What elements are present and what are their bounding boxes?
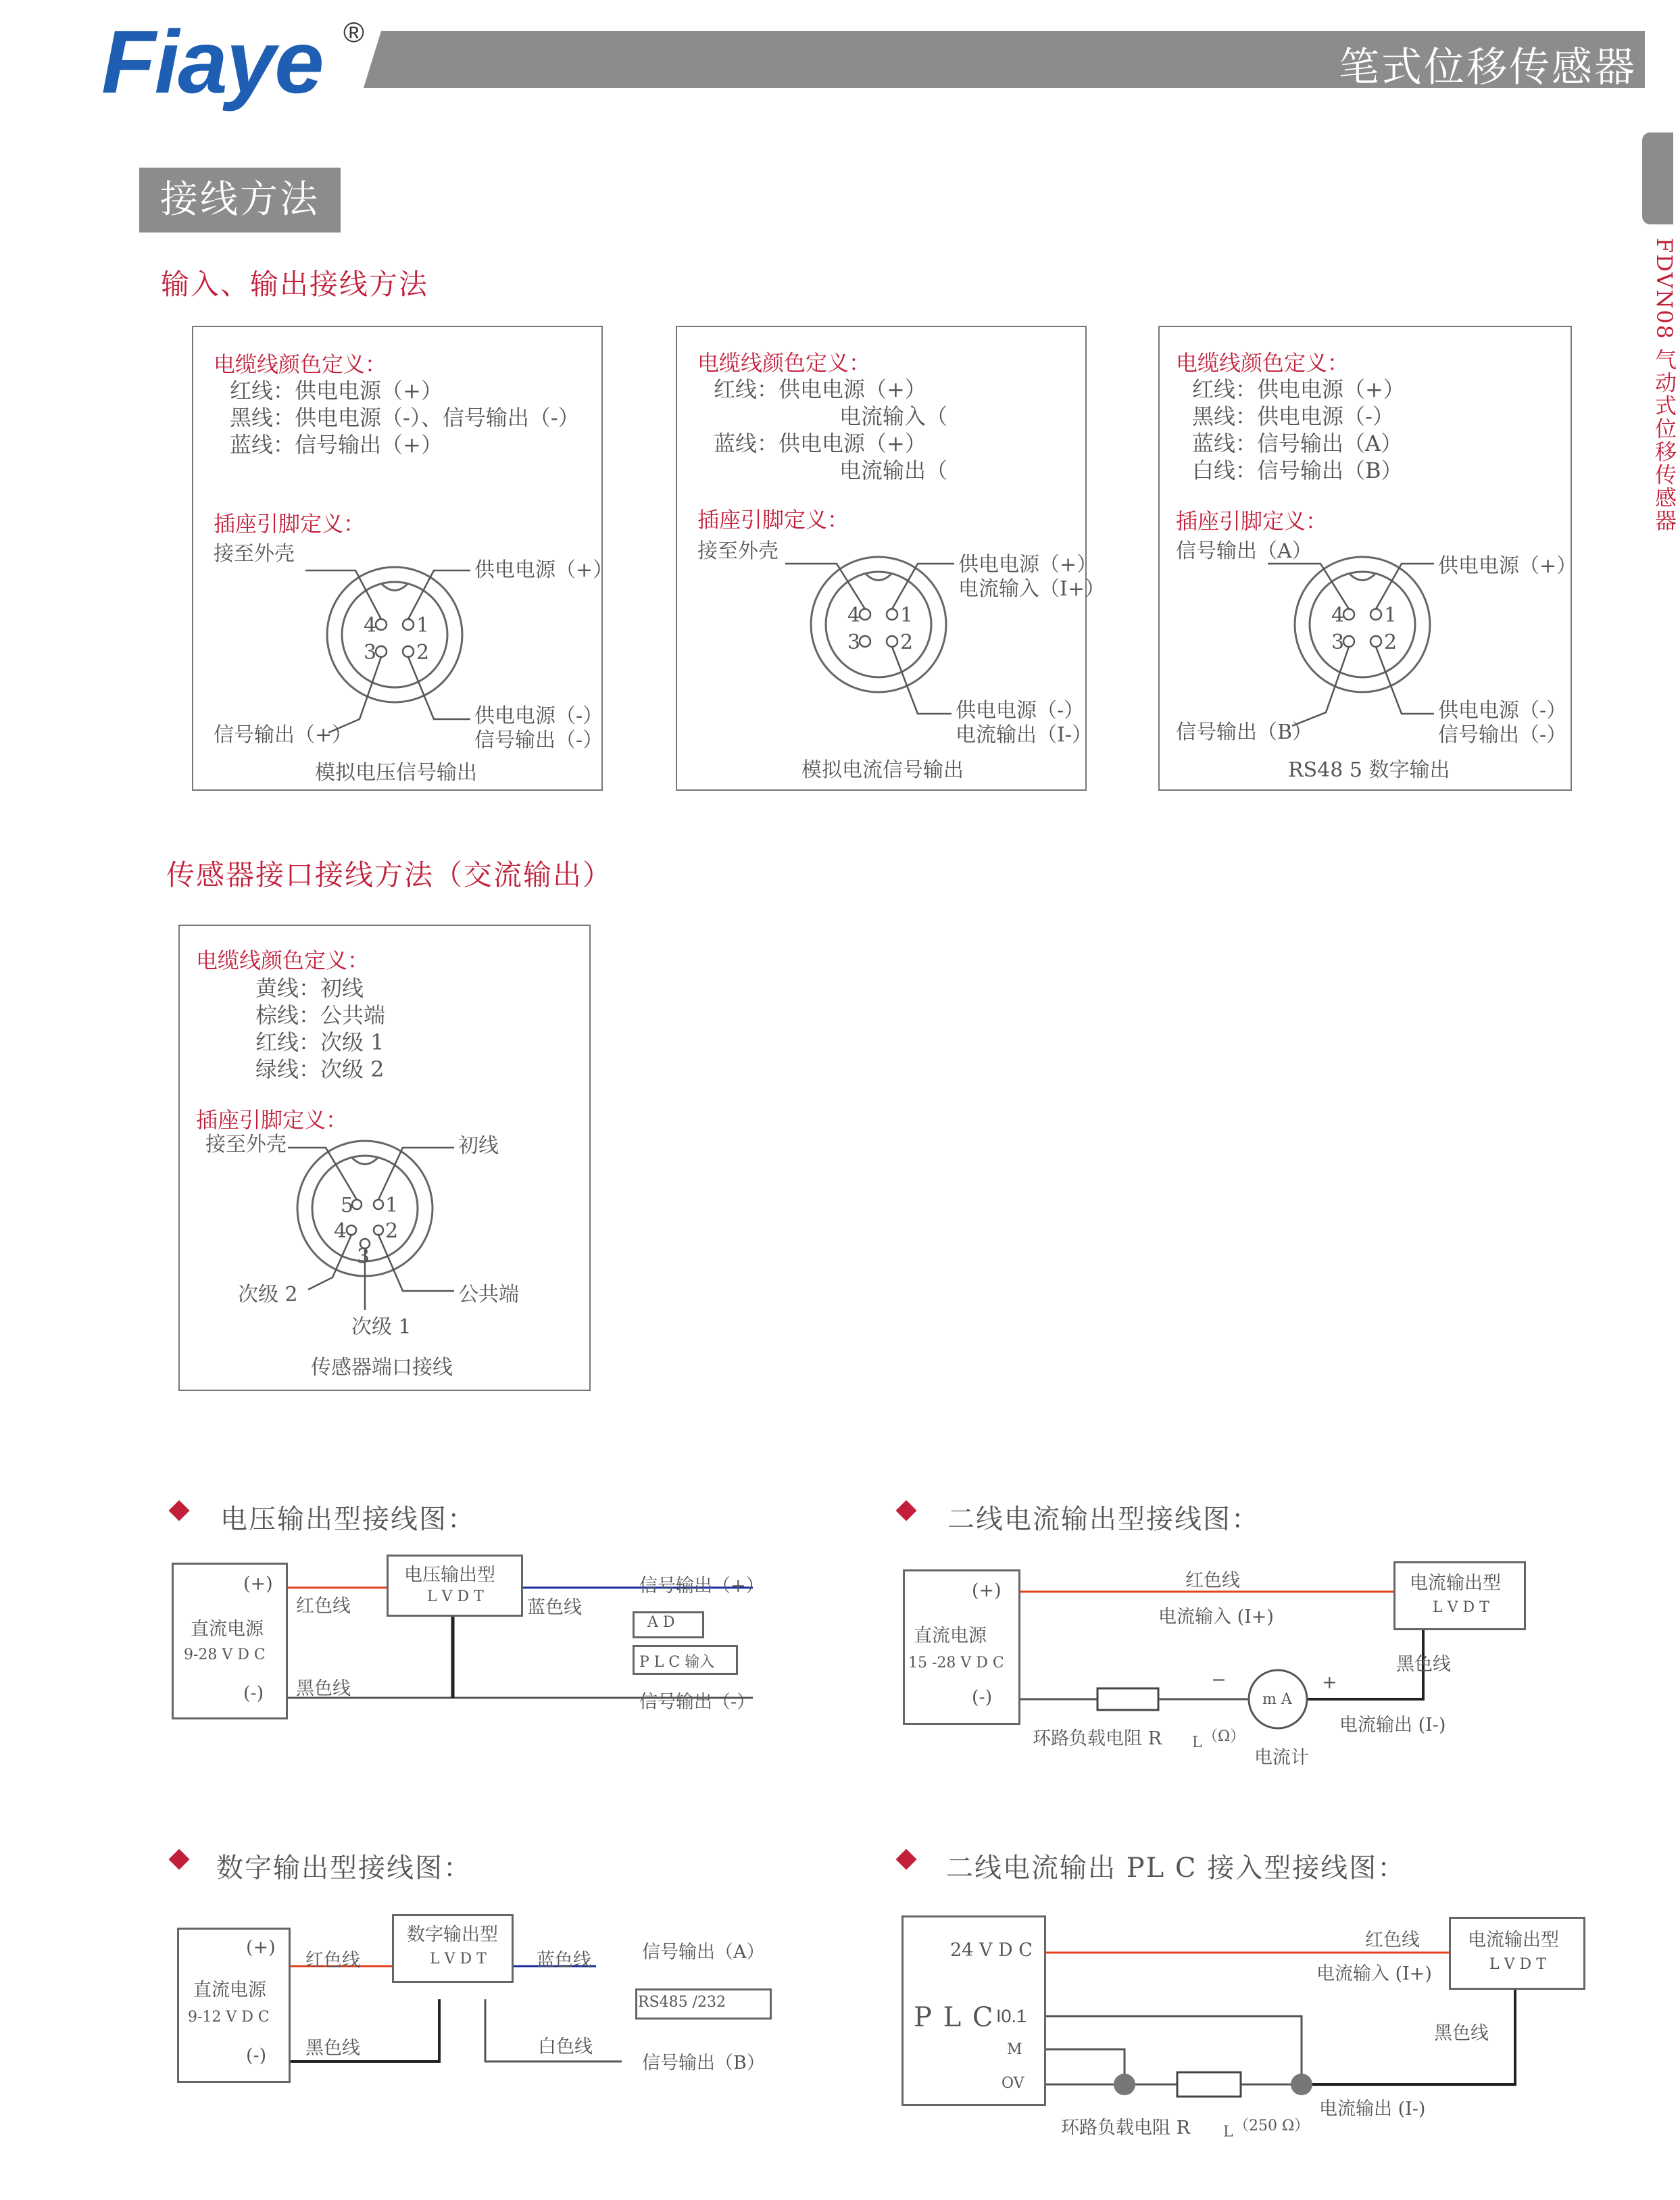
dc-source-box bbox=[903, 1569, 1020, 1725]
load-resistor-unit: （250 Ω） bbox=[1234, 2118, 1310, 2134]
red-wire-label: 红色线 bbox=[1365, 1930, 1420, 1951]
signal-plus-label: 信号输出（+） bbox=[639, 1575, 764, 1596]
panel-caption: 模拟电流信号输出 bbox=[801, 758, 964, 782]
minus-terminal: (-) bbox=[972, 1687, 993, 1708]
signal-b-label: 信号输出（B） bbox=[642, 2053, 765, 2074]
color-line: 黑线：供电电源（-） bbox=[1192, 404, 1394, 429]
pin-label: 接至外壳 bbox=[214, 542, 295, 566]
color-line: 电流输出（ bbox=[839, 458, 948, 483]
pin-label: 电流输出（I-） bbox=[956, 723, 1092, 747]
pin-label: 公共端 bbox=[458, 1283, 519, 1306]
color-line: 棕线：公共端 bbox=[255, 1002, 386, 1028]
pin-number: 3 bbox=[847, 631, 861, 654]
load-resistor-label: 环路负载电阻 R bbox=[1033, 1728, 1162, 1749]
plc-24vdc-label: 24 V D C bbox=[950, 1940, 1033, 1961]
current-out-label: 电流输出 (I-) bbox=[1339, 1715, 1446, 1736]
section-title: 接线方法 bbox=[139, 168, 341, 233]
pin-label: 供电电源（-） bbox=[956, 699, 1085, 723]
voltage-label: 9-12 V D C bbox=[188, 2009, 270, 2026]
ac-wiring-heading: 传感器接口接线方法（交流输出） bbox=[166, 858, 613, 891]
plc-label: P L C bbox=[914, 2002, 995, 2033]
plc-input-label: P L C 输入 bbox=[639, 1654, 715, 1671]
plc-ov-label: OV bbox=[1002, 2075, 1024, 2092]
pin-number: 3 bbox=[364, 641, 377, 664]
pin-label: 供电电源（+） bbox=[958, 553, 1097, 577]
color-line: 白线：信号输出（B） bbox=[1192, 458, 1403, 483]
pin-label: 次级 1 bbox=[351, 1315, 412, 1339]
current-in-label: 电流输入 (I+) bbox=[1316, 1963, 1432, 1984]
minus-terminal: (-) bbox=[243, 1683, 264, 1704]
device-type: 电压输出型 bbox=[404, 1565, 495, 1586]
color-line: 黑线：供电电源（-）、信号输出（-） bbox=[230, 405, 580, 431]
device-model: L V D T bbox=[1433, 1599, 1489, 1616]
black-wire-label: 黑色线 bbox=[1396, 1654, 1451, 1675]
red-wire-label: 红色线 bbox=[1185, 1570, 1240, 1591]
plc-m-label: M bbox=[1007, 2041, 1022, 2058]
plus-terminal: (+) bbox=[246, 1937, 276, 1958]
pin-number: 1 bbox=[385, 1194, 399, 1217]
minus-terminal: (-) bbox=[246, 2045, 267, 2066]
blue-wire-label: 蓝色线 bbox=[537, 1950, 591, 1971]
pin-label: 供电电源（-） bbox=[474, 704, 603, 728]
color-line: 红线：次级 1 bbox=[255, 1029, 385, 1055]
source-label: 直流电源 bbox=[191, 1619, 264, 1640]
load-resistor-sub: L bbox=[1223, 2124, 1233, 2141]
color-line: 电流输入（ bbox=[839, 404, 948, 429]
pin-number: 4 bbox=[364, 614, 377, 637]
black-wire-label: 黑色线 bbox=[1434, 2023, 1489, 2044]
voltage-label: 9-28 V D C bbox=[184, 1646, 266, 1663]
pin-number: 3 bbox=[1331, 631, 1345, 654]
plus-terminal: (+) bbox=[972, 1580, 1002, 1601]
io-wiring-heading: 输入、输出接线方法 bbox=[161, 268, 429, 301]
source-label: 直流电源 bbox=[914, 1625, 987, 1646]
pin-label: 接至外壳 bbox=[205, 1133, 287, 1156]
device-model: L V D T bbox=[1489, 1956, 1546, 1973]
pin-label: 电流输入（I+） bbox=[958, 577, 1105, 601]
pin-number: 4 bbox=[1331, 604, 1345, 627]
wiring-heading-voltage: 电压输出型接线图： bbox=[220, 1504, 476, 1535]
pin-number: 2 bbox=[416, 641, 430, 664]
load-resistor-unit: （Ω） bbox=[1203, 1728, 1245, 1745]
pin-number: 1 bbox=[416, 614, 430, 637]
pin-label: 信号输出（-） bbox=[1438, 723, 1567, 747]
panel-caption: 模拟电压信号输出 bbox=[315, 761, 477, 785]
pin-number: 5 bbox=[341, 1194, 354, 1217]
color-def-title: 电缆线颜色定义： bbox=[697, 350, 871, 376]
signal-a-label: 信号输出（A） bbox=[642, 1942, 765, 1963]
voltage-label: 15 -28 V D C bbox=[908, 1655, 1004, 1671]
current-in-label: 电流输入 (I+) bbox=[1158, 1607, 1274, 1628]
blue-wire-label: 蓝色线 bbox=[527, 1597, 582, 1618]
red-wire-label: 红色线 bbox=[296, 1596, 351, 1617]
black-wire-label: 黑色线 bbox=[305, 2038, 360, 2059]
brand-logo: Fiaye bbox=[101, 12, 323, 112]
color-line: 红线：供电电源（+） bbox=[714, 376, 927, 402]
pin-number: 2 bbox=[900, 631, 914, 654]
pin-label: 信号输出（A） bbox=[1176, 539, 1312, 563]
color-def-title: 电缆线颜色定义： bbox=[196, 948, 370, 973]
side-product-label: FDVN08 气动式位移传感器 bbox=[1652, 238, 1677, 533]
pin-label: 供电电源（-） bbox=[1438, 699, 1567, 723]
pin-number: 2 bbox=[385, 1219, 399, 1243]
ammeter-label: m A bbox=[1262, 1691, 1292, 1708]
pin-label: 供电电源（+） bbox=[474, 558, 614, 582]
current-out-label: 电流输出 (I-) bbox=[1319, 2099, 1426, 2120]
wiring-heading-current: 二线电流输出型接线图： bbox=[947, 1504, 1260, 1535]
device-type: 数字输出型 bbox=[407, 1924, 498, 1945]
pin-label: 信号输出（B） bbox=[1176, 720, 1313, 744]
color-line: 蓝线：供电电源（+） bbox=[714, 431, 927, 456]
device-type: 电流输出型 bbox=[1468, 1930, 1559, 1951]
white-wire-label: 白色线 bbox=[538, 2036, 593, 2057]
pin-number: 4 bbox=[847, 604, 861, 627]
device-type: 电流输出型 bbox=[1410, 1573, 1501, 1594]
source-label: 直流电源 bbox=[193, 1980, 266, 2001]
meter-plus: + bbox=[1322, 1672, 1337, 1693]
pin-number: 3 bbox=[357, 1245, 370, 1269]
pin-def-title: 插座引脚定义： bbox=[1176, 508, 1328, 534]
pin-label: 接至外壳 bbox=[697, 539, 779, 563]
page-title: 笔式位移传感器 bbox=[1339, 44, 1637, 91]
ammeter-caption: 电流计 bbox=[1254, 1747, 1309, 1768]
pin-def-title: 插座引脚定义： bbox=[697, 507, 849, 533]
color-line: 绿线：次级 2 bbox=[255, 1056, 385, 1082]
color-line: 红线：供电电源（+） bbox=[230, 378, 443, 404]
pin-number: 2 bbox=[1384, 631, 1398, 654]
plus-terminal: (+) bbox=[243, 1573, 273, 1594]
device-model: L V D T bbox=[427, 1588, 484, 1605]
pin-number: 4 bbox=[334, 1219, 347, 1243]
registered-mark: ® bbox=[343, 16, 364, 48]
load-resistor-label: 环路负载电阻 R bbox=[1061, 2118, 1190, 2138]
ad-label: A D bbox=[647, 1614, 675, 1631]
pin-label: 信号输出（+） bbox=[214, 723, 353, 747]
device-model: L V D T bbox=[430, 1951, 487, 1967]
pin-def-title: 插座引脚定义： bbox=[214, 511, 366, 537]
black-wire-label: 黑色线 bbox=[296, 1678, 351, 1699]
color-line: 黄线：初线 bbox=[255, 975, 364, 1001]
rs485-label: RS485 /232 bbox=[638, 1994, 726, 2011]
pin-def-title: 插座引脚定义： bbox=[196, 1107, 348, 1133]
wiring-heading-digital: 数字输出型接线图： bbox=[216, 1853, 472, 1884]
color-line: 蓝线：信号输出（A） bbox=[1192, 431, 1403, 456]
pin-label: 信号输出（-） bbox=[474, 729, 603, 752]
pin-number: 1 bbox=[900, 604, 914, 627]
signal-minus-label: 信号输出（-） bbox=[639, 1692, 756, 1713]
red-wire-label: 红色线 bbox=[305, 1950, 360, 1971]
color-line: 蓝线：信号输出（+） bbox=[230, 432, 443, 458]
meter-minus: − bbox=[1211, 1669, 1227, 1690]
pin-number: 1 bbox=[1384, 604, 1398, 627]
plc-io-label: I0.1 bbox=[996, 2006, 1027, 2026]
pin-label: 供电电源（+） bbox=[1438, 554, 1577, 578]
color-def-title: 电缆线颜色定义： bbox=[214, 351, 387, 377]
pin-label: 次级 2 bbox=[238, 1283, 298, 1306]
wiring-heading-plc: 二线电流输出 PL C 接入型接线图： bbox=[946, 1853, 1406, 1884]
load-resistor-sub: L bbox=[1192, 1734, 1202, 1751]
panel-caption: 传感器端口接线 bbox=[311, 1356, 453, 1379]
color-def-title: 电缆线颜色定义： bbox=[1176, 350, 1350, 376]
pin-label: 初线 bbox=[458, 1134, 499, 1158]
panel-caption: RS48 5 数字输出 bbox=[1288, 758, 1450, 782]
color-line: 红线：供电电源（+） bbox=[1192, 376, 1405, 402]
